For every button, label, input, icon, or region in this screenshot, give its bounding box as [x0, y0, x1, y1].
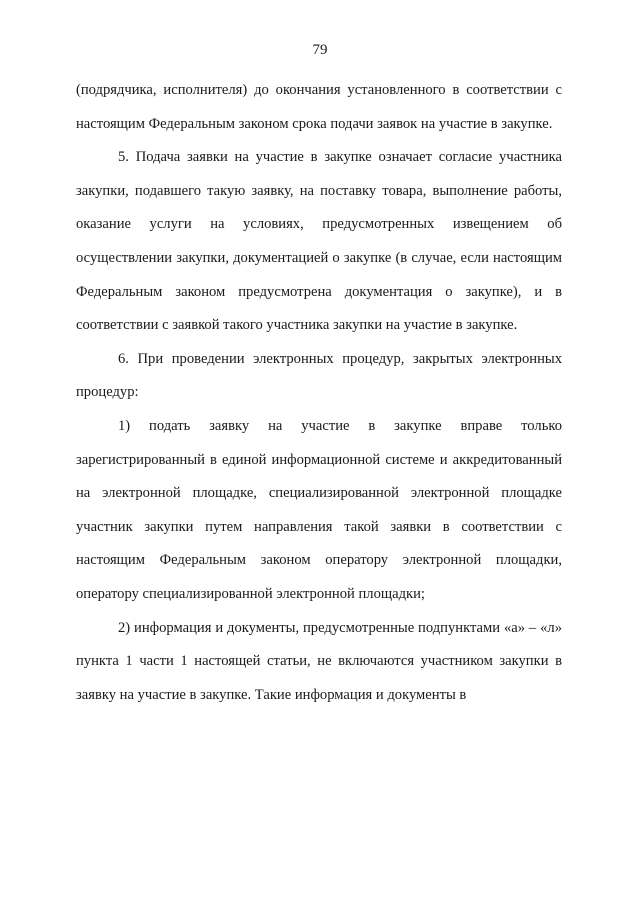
paragraph-item-5: 5. Подача заявки на участие в закупке означает согласие участника закупки, подавшего такую заявку, на поставку товара, выполнение работы, оказание услуги на условиях, предусмотренных извещением об осуществлении закупки, документацией о закупке (в случае, если настоящим Федеральным законом предусмотрена документация о закупке), и в соответствии с заявкой такого участника закупки на участие в закупке. [76, 149, 562, 334]
paragraph-continuation: (подрядчика, исполнителя) до окончания установленного в соответствии с настоящим Федеральным законом срока подачи заявок на участие в закупке. [76, 82, 562, 132]
paragraph-item-6: 6. При проведении электронных процедур, закрытых электронных процедур: [76, 350, 562, 401]
paragraph-item-6-1: 1) подать заявку на участие в закупке вправе только зарегистрированный в единой информационной системе и аккредитованный на электронной площадке, специализированной электронной площадке участник закупки путем направления такой заявки в соответствии с настоящим Федеральным законом оператору электронной площадки, оператору специализированной электронной площадки; [76, 417, 562, 602]
document-body [76, 74, 562, 712]
paragraph-item-6-2: 2) информация и документы, предусмотренные подпунктами «а» – «л» пункта 1 части 1 настоящей статьи, не включаются участником закупки в заявку на участие в закупке. Такие информация и документы в [76, 619, 562, 703]
page-number: 79 [312, 42, 328, 58]
